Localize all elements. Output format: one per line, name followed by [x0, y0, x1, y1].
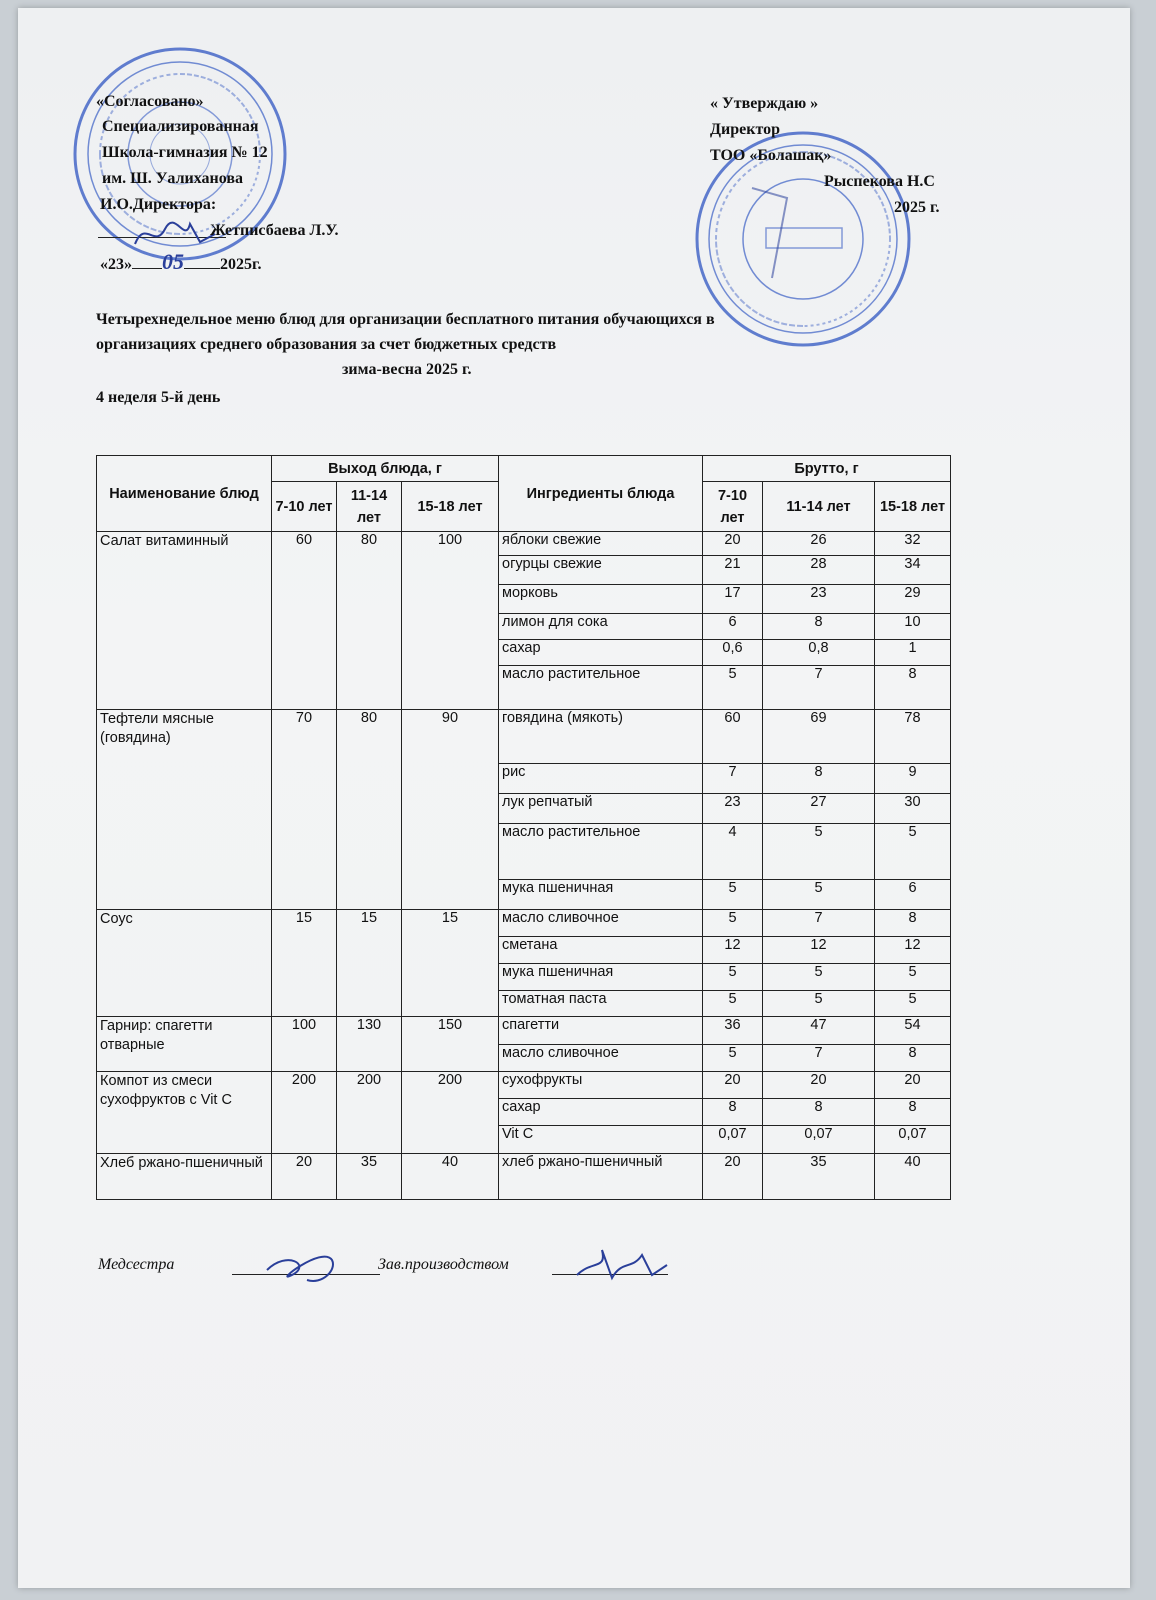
ingredient-name: сухофрукты [499, 1072, 703, 1099]
gross-15-18: 20 [875, 1072, 951, 1099]
gross-15-18: 8 [875, 1045, 951, 1072]
gross-7-10: 0,07 [703, 1126, 763, 1154]
gross-11-14: 5 [763, 880, 875, 910]
dish-output-7-10: 20 [272, 1154, 337, 1200]
ingredient-name: томатная паста [499, 991, 703, 1017]
gross-15-18: 6 [875, 880, 951, 910]
gross-11-14: 47 [763, 1017, 875, 1045]
gross-11-14: 5 [763, 964, 875, 991]
gross-7-10: 7 [703, 764, 763, 794]
date-month: 05 [162, 249, 184, 274]
col-output-age-7-10: 7-10 лет [272, 482, 337, 532]
gross-15-18: 8 [875, 1099, 951, 1126]
menu-title-line1: Четырехнедельное меню блюд для организации бесплатного питания обучающихся в [96, 311, 715, 328]
dish-output-11-14: 80 [337, 710, 402, 910]
table-row [97, 532, 951, 556]
dish-name: Хлеб ржано-пшеничный [97, 1154, 272, 1200]
agreed-heading: «Согласовано» [96, 93, 204, 110]
ingredient-name: мука пшеничная [499, 880, 703, 910]
gross-7-10: 4 [703, 824, 763, 880]
ingredient-name: Vit C [499, 1126, 703, 1154]
ingredient-name: сахар [499, 1099, 703, 1126]
gross-15-18: 10 [875, 614, 951, 640]
gross-11-14: 8 [763, 764, 875, 794]
gross-7-10: 60 [703, 710, 763, 764]
dish-output-11-14: 200 [337, 1072, 402, 1154]
dish-name: Тефтели мясные (говядина) [97, 710, 272, 910]
dish-output-15-18: 100 [402, 532, 499, 710]
gross-7-10: 21 [703, 556, 763, 585]
acting-director-label: И.О.Директора: [100, 196, 217, 213]
dish-output-7-10: 70 [272, 710, 337, 910]
table-row [97, 1154, 951, 1200]
menu-season: зима-весна 2025 г. [342, 361, 472, 378]
dish-output-15-18: 90 [402, 710, 499, 910]
gross-11-14: 5 [763, 991, 875, 1017]
ingredient-name: сахар [499, 640, 703, 666]
dish-output-11-14: 80 [337, 532, 402, 710]
gross-15-18: 34 [875, 556, 951, 585]
ingredient-name: огурцы свежие [499, 556, 703, 585]
table-row [97, 1072, 951, 1099]
ingredient-name: масло сливочное [499, 1045, 703, 1072]
director-title: Директор [710, 121, 780, 138]
dish-output-11-14: 15 [337, 910, 402, 1017]
gross-11-14: 35 [763, 1154, 875, 1200]
gross-7-10: 20 [703, 532, 763, 556]
dish-output-15-18: 150 [402, 1017, 499, 1072]
school-name: Школа-гимназия № 12 [102, 144, 268, 161]
col-ingredients: Ингредиенты блюда [499, 456, 703, 532]
gross-15-18: 78 [875, 710, 951, 764]
manager-label: Зав.производством [378, 1256, 509, 1273]
dish-output-7-10: 15 [272, 910, 337, 1017]
gross-11-14: 0,07 [763, 1126, 875, 1154]
dish-output-15-18: 200 [402, 1072, 499, 1154]
col-dish-name: Наименование блюд [97, 456, 272, 532]
gross-15-18: 9 [875, 764, 951, 794]
dish-name: Гарнир: спагетти отварные [97, 1017, 272, 1072]
dish-output-7-10: 100 [272, 1017, 337, 1072]
gross-7-10: 5 [703, 880, 763, 910]
col-gross-age-7-10: 7-10 лет [703, 482, 763, 532]
director-signature [130, 214, 220, 254]
gross-15-18: 12 [875, 937, 951, 964]
gross-7-10: 0,6 [703, 640, 763, 666]
table-row [97, 910, 951, 937]
gross-11-14: 7 [763, 666, 875, 710]
col-gross-age-15-18: 15-18 лет [875, 482, 951, 532]
gross-7-10: 17 [703, 585, 763, 614]
gross-7-10: 5 [703, 1045, 763, 1072]
gross-7-10: 8 [703, 1099, 763, 1126]
gross-11-14: 8 [763, 1099, 875, 1126]
school-type: Специализированная [102, 118, 259, 135]
menu-table [96, 455, 951, 1200]
dish-output-11-14: 130 [337, 1017, 402, 1072]
gross-7-10: 20 [703, 1072, 763, 1099]
gross-7-10: 23 [703, 794, 763, 824]
school-named-after: им. Ш. Уалиханова [102, 170, 244, 187]
ingredient-name: масло растительное [499, 824, 703, 880]
gross-11-14: 5 [763, 824, 875, 880]
dish-output-15-18: 15 [402, 910, 499, 1017]
table-row [97, 710, 951, 764]
ingredient-name: хлеб ржано-пшеничный [499, 1154, 703, 1200]
date-year: 2025г. [220, 256, 262, 273]
gross-15-18: 54 [875, 1017, 951, 1045]
col-output-age-15-18: 15-18 лет [402, 482, 499, 532]
gross-11-14: 0,8 [763, 640, 875, 666]
gross-11-14: 26 [763, 532, 875, 556]
dish-name: Салат витаминный [97, 532, 272, 710]
menu-table-body [97, 532, 951, 1200]
dish-name: Компот из смеси сухофруктов с Vit C [97, 1072, 272, 1154]
gross-11-14: 7 [763, 910, 875, 937]
ingredient-name: говядина (мякоть) [499, 710, 703, 764]
col-gross: Брутто, г [703, 456, 951, 482]
manager-signature [572, 1240, 672, 1290]
gross-15-18: 32 [875, 532, 951, 556]
ingredient-name: масло сливочное [499, 910, 703, 937]
gross-11-14: 8 [763, 614, 875, 640]
ingredient-name: лимон для сока [499, 614, 703, 640]
gross-15-18: 29 [875, 585, 951, 614]
gross-15-18: 5 [875, 991, 951, 1017]
gross-11-14: 7 [763, 1045, 875, 1072]
gross-15-18: 0,07 [875, 1126, 951, 1154]
nurse-label: Медсестра [98, 1256, 175, 1273]
gross-15-18: 40 [875, 1154, 951, 1200]
company-name: ТОО «Болашақ» [710, 147, 832, 164]
approval-date-right: 2025 г. [894, 199, 940, 216]
gross-7-10: 5 [703, 964, 763, 991]
ingredient-name: спагетти [499, 1017, 703, 1045]
approve-heading: « Утверждаю » [710, 95, 819, 112]
dish-output-15-18: 40 [402, 1154, 499, 1200]
menu-title-line2: организациях среднего образования за счет бюджетных средств [96, 336, 557, 353]
dish-output-7-10: 200 [272, 1072, 337, 1154]
gross-7-10: 5 [703, 910, 763, 937]
nurse-signature [262, 1240, 352, 1290]
col-output-age-11-14: 11-14 лет [337, 482, 402, 532]
ingredient-name: мука пшеничная [499, 964, 703, 991]
col-gross-age-11-14: 11-14 лет [763, 482, 875, 532]
gross-15-18: 5 [875, 964, 951, 991]
gross-11-14: 28 [763, 556, 875, 585]
gross-15-18: 5 [875, 824, 951, 880]
gross-15-18: 8 [875, 666, 951, 710]
gross-11-14: 23 [763, 585, 875, 614]
gross-7-10: 5 [703, 991, 763, 1017]
ingredient-name: лук репчатый [499, 794, 703, 824]
ingredient-name: масло растительное [499, 666, 703, 710]
table-row [97, 1017, 951, 1045]
approval-date-left [100, 250, 261, 276]
ingredient-name: морковь [499, 585, 703, 614]
acting-director-name: Жетписбаева Л.У. [210, 222, 339, 239]
gross-11-14: 27 [763, 794, 875, 824]
gross-7-10: 12 [703, 937, 763, 964]
menu-table-header [97, 456, 951, 532]
gross-11-14: 20 [763, 1072, 875, 1099]
gross-7-10: 6 [703, 614, 763, 640]
menu-week-day: 4 неделя 5-й день [96, 389, 221, 406]
gross-11-14: 12 [763, 937, 875, 964]
gross-15-18: 8 [875, 910, 951, 937]
dish-output-11-14: 35 [337, 1154, 402, 1200]
gross-7-10: 5 [703, 666, 763, 710]
ingredient-name: яблоки свежие [499, 532, 703, 556]
gross-7-10: 36 [703, 1017, 763, 1045]
director-name: Рыспекова Н.С [824, 173, 935, 190]
ingredient-name: сметана [499, 937, 703, 964]
date-day: «23» [100, 256, 132, 273]
gross-11-14: 69 [763, 710, 875, 764]
gross-7-10: 20 [703, 1154, 763, 1200]
gross-15-18: 30 [875, 794, 951, 824]
gross-15-18: 1 [875, 640, 951, 666]
col-output: Выход блюда, г [272, 456, 499, 482]
dish-output-7-10: 60 [272, 532, 337, 710]
dish-name: Соус [97, 910, 272, 1017]
ingredient-name: рис [499, 764, 703, 794]
